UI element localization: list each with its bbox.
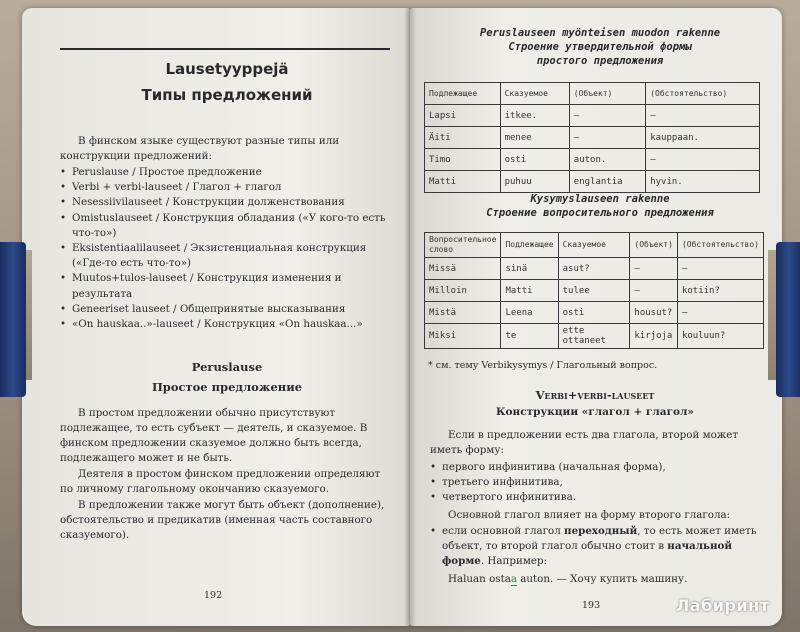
table-cell: – <box>646 105 760 127</box>
table-cell: Mistä <box>425 302 501 324</box>
table2-title <box>430 192 770 220</box>
table-cell: – <box>569 105 645 127</box>
rule-text: если основной глагол <box>442 525 565 537</box>
table-cell: englantia <box>569 171 645 193</box>
rule-list <box>430 524 770 570</box>
table-cell: auton. <box>569 149 645 171</box>
table-cell: tulee <box>558 280 630 302</box>
footnote: * см. тему Verbikysymys / Глагольный вопрос. <box>428 360 658 371</box>
table-cell: Lapsi <box>425 105 501 127</box>
section-title-ru: Конструкции «глагол + глагол» <box>496 406 694 418</box>
table-cell: – <box>630 280 678 302</box>
table-header: (Обстоятельство) <box>646 83 760 105</box>
table-cell: hyvin. <box>646 171 760 193</box>
table-cell: kotiin? <box>677 280 763 302</box>
paragraph: В предложении также могут быть объект (дополнение), обстоятельство и предикатив (именная часть составного сказуемого). <box>60 499 385 541</box>
table-row <box>425 171 760 193</box>
table-cell: Milloin <box>425 280 501 302</box>
table-row <box>425 105 760 127</box>
table-cell: ette ottaneet <box>558 324 630 349</box>
table-cell: osti <box>558 302 630 324</box>
table-cell: Äiti <box>425 127 501 149</box>
page-number: 192 <box>204 590 223 601</box>
table-header: Вопросительное слово <box>425 233 501 258</box>
table-row <box>425 302 764 324</box>
section-title-fi: Peruslause <box>191 360 263 374</box>
rule-emphasis: начальной форме <box>442 540 733 568</box>
table-cell: kauppaan. <box>646 127 760 149</box>
table-cell: te <box>501 324 558 349</box>
table2-title-ru: Строение вопросительного предложения <box>486 207 714 219</box>
table-cell: osti <box>500 149 569 171</box>
table-cell: – <box>569 127 645 149</box>
table-cell: housut? <box>630 302 678 324</box>
page-number: 193 <box>582 600 601 611</box>
construction-list <box>60 165 390 332</box>
binder-clip-right <box>776 242 800 397</box>
left-page <box>22 8 410 626</box>
table-header: Подлежащее <box>501 233 558 258</box>
table-header: Подлежащее <box>425 83 501 105</box>
list-item: • четвертого инфинитива. <box>430 490 770 505</box>
paragraph: Основной глагол влияет на форму второго глагола: <box>448 509 731 521</box>
table-cell: asut? <box>558 258 630 280</box>
table-row <box>425 258 764 280</box>
example-text: Haluan osta <box>448 573 511 585</box>
table-row <box>425 149 760 171</box>
rule-item <box>430 524 770 570</box>
table-cell: – <box>677 258 763 280</box>
example-text: auton. — Хочу купить машину. <box>517 573 688 585</box>
page-title-fi: Lausetyyppejä <box>165 60 289 78</box>
table-cell: sinä <box>501 258 558 280</box>
rule-text: . Например: <box>480 555 548 568</box>
rule-emphasis: переходный <box>564 525 638 537</box>
list-item: • Muutos+tulos-lauseet / Конструкция изменения и результата <box>60 271 390 301</box>
watermark-logo: Лабиринт <box>676 596 770 615</box>
table-cell: – <box>646 149 760 171</box>
table1-title-fi: Peruslauseen myönteisen muodon rakenne <box>479 27 721 39</box>
book-gutter <box>404 8 416 626</box>
table-header-row <box>425 233 764 258</box>
binder-clip-left <box>0 242 26 397</box>
list-item: • первого инфинитива (начальная форма), <box>430 460 770 475</box>
table-cell: kirjoja <box>630 324 678 349</box>
table-cell: Timo <box>425 149 501 171</box>
table-header: Сказуемое <box>558 233 630 258</box>
table-cell: kouluun? <box>677 324 763 349</box>
table-row <box>425 127 760 149</box>
table-header-row <box>425 83 760 105</box>
table-row <box>425 280 764 302</box>
table-row <box>425 324 764 349</box>
table-cell: Missä <box>425 258 501 280</box>
table-cell: Matti <box>501 280 558 302</box>
list-item: • Eksistentiaalilauseet / Экзистенциальная конструкция («Где-то есть что-то») <box>60 241 390 271</box>
list-item: • Omistuslauseet / Конструкция обладания («У кого-то есть что-то») <box>60 211 390 241</box>
table-cell: Miksi <box>425 324 501 349</box>
paragraph: Если в предложении есть два глагола, второй может иметь форму: <box>430 429 739 456</box>
table-cell: – <box>630 258 678 280</box>
section-title-fi: Verbi+verbi-lauseet <box>535 388 655 402</box>
paragraph: В простом предложении обычно присутствуют подлежащее, то есть субъект — деятель, и сказуемое. В финском предложении сказуемое должно быть всегда, подлежащего может и не быть. <box>60 407 368 464</box>
list-item: • «On hauskaa..»-lauseet / Конструкция «On hauskaa...» <box>60 317 390 332</box>
table1-title-ru: Строение утвердительной формы <box>508 41 692 53</box>
example-sentence <box>430 572 770 587</box>
table-header: (Обстоятельство) <box>677 233 763 258</box>
table2-title-fi: Kysymyslauseen rakenne <box>530 193 670 205</box>
right-page <box>410 8 782 626</box>
header-rule <box>60 48 390 50</box>
table-cell: puhuu <box>500 171 569 193</box>
rule-text: , то есть может иметь объект, то второй глагол обычно стоит в <box>442 525 757 553</box>
example-highlight: a <box>510 573 517 585</box>
table-cell: – <box>677 302 763 324</box>
list-item: • Peruslause / Простое предложение <box>60 165 390 180</box>
table-cell: Leena <box>501 302 558 324</box>
question-structure-table <box>424 232 764 349</box>
section-title-ru: Простое предложение <box>151 380 303 394</box>
list-item: • Geneeriset lauseet / Общепринятые высказывания <box>60 302 390 317</box>
list-item: • Nesessiivilauseet / Конструкции долженствования <box>60 195 390 210</box>
list-item: • Verbi + verbi-lauseet / Глагол + глагол <box>60 180 390 195</box>
page-title-ru: Типы предложений <box>141 86 313 104</box>
table-header: (Объект) <box>569 83 645 105</box>
affirmative-structure-table <box>424 82 760 193</box>
table-cell: Matti <box>425 171 501 193</box>
intro-text: В финском языке существуют разные типы или конструкции предложений: <box>60 135 340 162</box>
table-header: Сказуемое <box>500 83 569 105</box>
paragraph: Деятеля в простом финском предложении определяют по личному глагольному окончанию сказуемого. <box>60 468 381 495</box>
table-cell: itkee. <box>500 105 569 127</box>
table-cell: menee <box>500 127 569 149</box>
table1-title-ru-2: простого предложения <box>536 55 664 67</box>
infinitive-forms-list <box>430 460 770 506</box>
list-item: • третьего инфинитива, <box>430 475 770 490</box>
table1-title <box>430 26 770 68</box>
table-header: (Объект) <box>630 233 678 258</box>
